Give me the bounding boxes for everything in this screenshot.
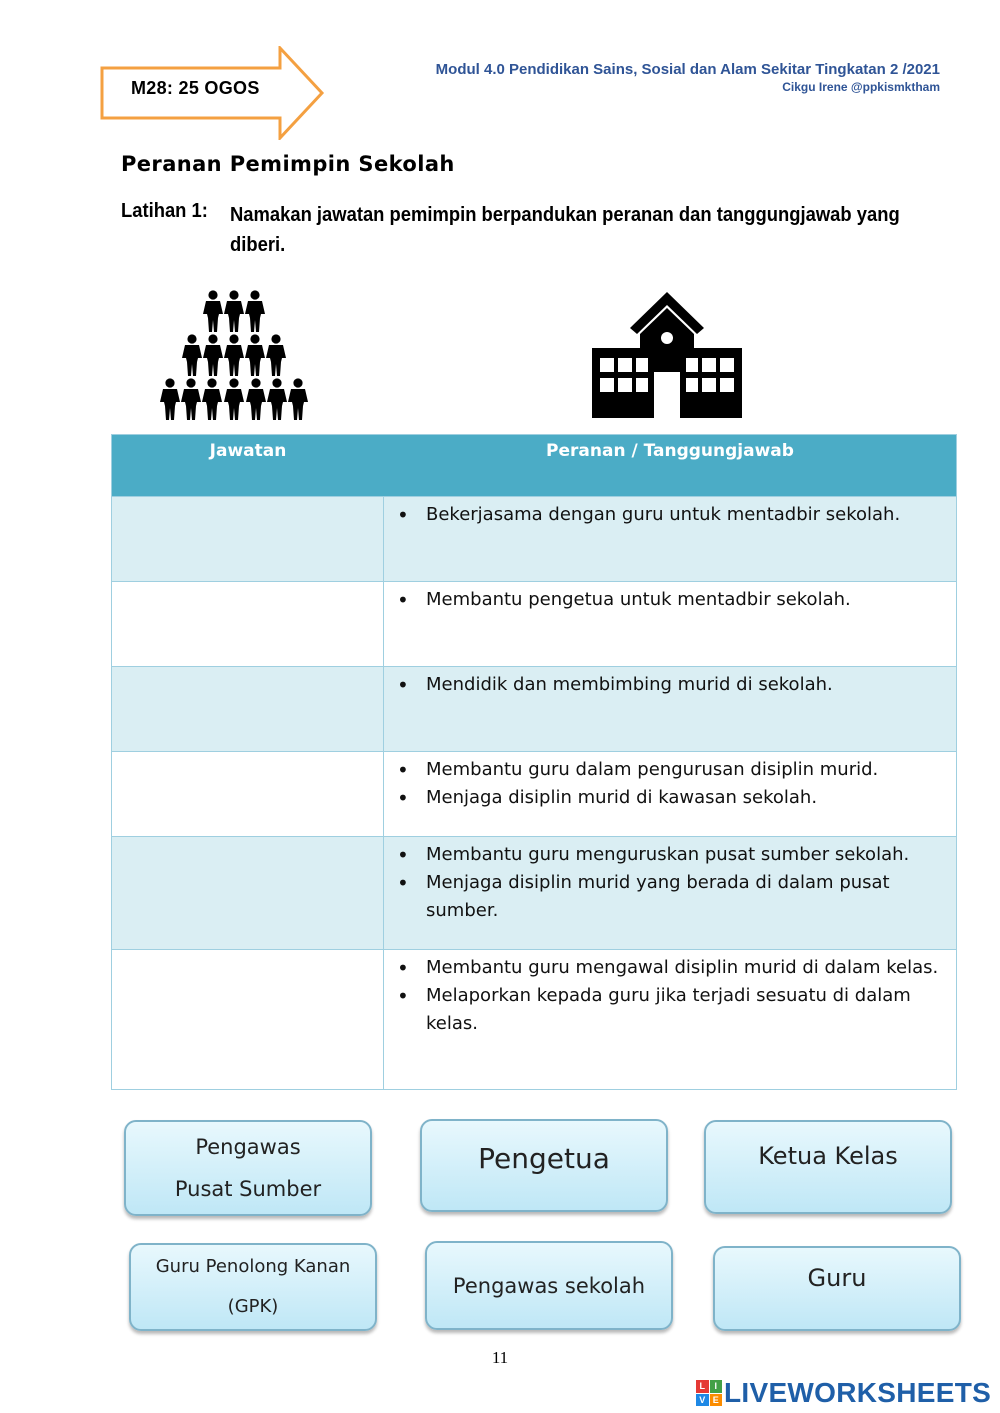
card-label: Pusat Sumber (174, 1177, 322, 1201)
roles-cell (384, 582, 956, 666)
roles-cell (384, 837, 956, 949)
roles-cell (384, 497, 956, 581)
role-item: • Membantu guru mengawal disiplin murid di dalam kelas. (426, 954, 946, 982)
school-building-icon (592, 290, 742, 420)
card-label: Pengawas (195, 1135, 301, 1159)
answer-card-gpk[interactable] (129, 1243, 377, 1331)
answer-card-pengawas-pusat-sumber[interactable] (124, 1120, 372, 1216)
answer-card-ketua-kelas[interactable] (704, 1120, 952, 1214)
answer-drop-zone[interactable] (112, 667, 384, 751)
role-item: • Melaporkan kepada guru jika terjadi sesuatu di dalam kelas. (426, 982, 946, 1038)
table-header (112, 435, 956, 496)
roles-cell (384, 950, 956, 1089)
card-label: Pengetua (478, 1142, 610, 1175)
table-row (112, 949, 956, 1089)
liveworksheets-logo-text: LIVEWORKSHEETS (724, 1377, 992, 1408)
role-item: • Menjaga disiplin murid di kawasan sekolah. (426, 784, 946, 812)
answer-drop-zone[interactable] (112, 752, 384, 836)
table-row (112, 836, 956, 949)
answer-drop-zone[interactable] (112, 497, 384, 581)
column-header-position: Jawatan (209, 441, 287, 461)
card-label: Guru (807, 1263, 867, 1292)
role-item: • Membantu guru dalam pengurusan disiplin murid. (426, 756, 946, 784)
answer-drop-zone[interactable] (112, 950, 384, 1089)
exercise-instruction: Namakan jawatan pemimpin berpandukan peranan dan tanggungjawab yang diberi. (230, 204, 900, 256)
role-item: • Bekerjasama dengan guru untuk mentadbir sekolah. (426, 501, 946, 529)
liveworksheets-logo[interactable] (696, 1376, 991, 1410)
table-row (112, 751, 956, 836)
role-item: • Mendidik dan membimbing murid di sekolah. (426, 671, 946, 699)
roles-cell (384, 752, 956, 836)
answer-card-pengetua[interactable] (420, 1119, 668, 1212)
table-row (112, 581, 956, 666)
answer-card-guru[interactable] (713, 1246, 961, 1331)
date-badge-label: M28: 25 OGOS (131, 78, 260, 98)
exercise-label: Latihan 1: (121, 200, 208, 222)
table-row (112, 666, 956, 751)
card-label: Guru Penolong Kanan (155, 1256, 351, 1277)
table-row (112, 496, 956, 581)
liveworksheets-logo-icon: L I V E (696, 1380, 722, 1406)
answer-card-pengawas-sekolah[interactable] (425, 1241, 673, 1330)
role-item: • Membantu guru menguruskan pusat sumber sekolah. (426, 841, 946, 869)
module-author: Cikgu Irene @ppkismktham (782, 80, 940, 94)
card-label: (GPK) (227, 1296, 279, 1317)
card-label: Ketua Kelas (758, 1142, 898, 1170)
people-pyramid-icon (158, 290, 310, 422)
answer-drop-zone[interactable] (112, 582, 384, 666)
answer-drop-zone[interactable] (112, 837, 384, 949)
roles-table (111, 434, 957, 1090)
page-number: 11 (491, 1348, 509, 1367)
column-header-roles: Peranan / Tanggungjawab (546, 441, 794, 461)
card-label: Pengawas sekolah (452, 1273, 646, 1298)
page-title: Peranan Pemimpin Sekolah (121, 152, 455, 176)
module-title: Modul 4.0 Pendidikan Sains, Sosial dan Alam Sekitar Tingkatan 2 /2021 (435, 61, 940, 78)
role-item: • Membantu pengetua untuk mentadbir sekolah. (426, 586, 946, 614)
role-item: • Menjaga disiplin murid yang berada di dalam pusat sumber. (426, 869, 946, 925)
roles-cell (384, 667, 956, 751)
